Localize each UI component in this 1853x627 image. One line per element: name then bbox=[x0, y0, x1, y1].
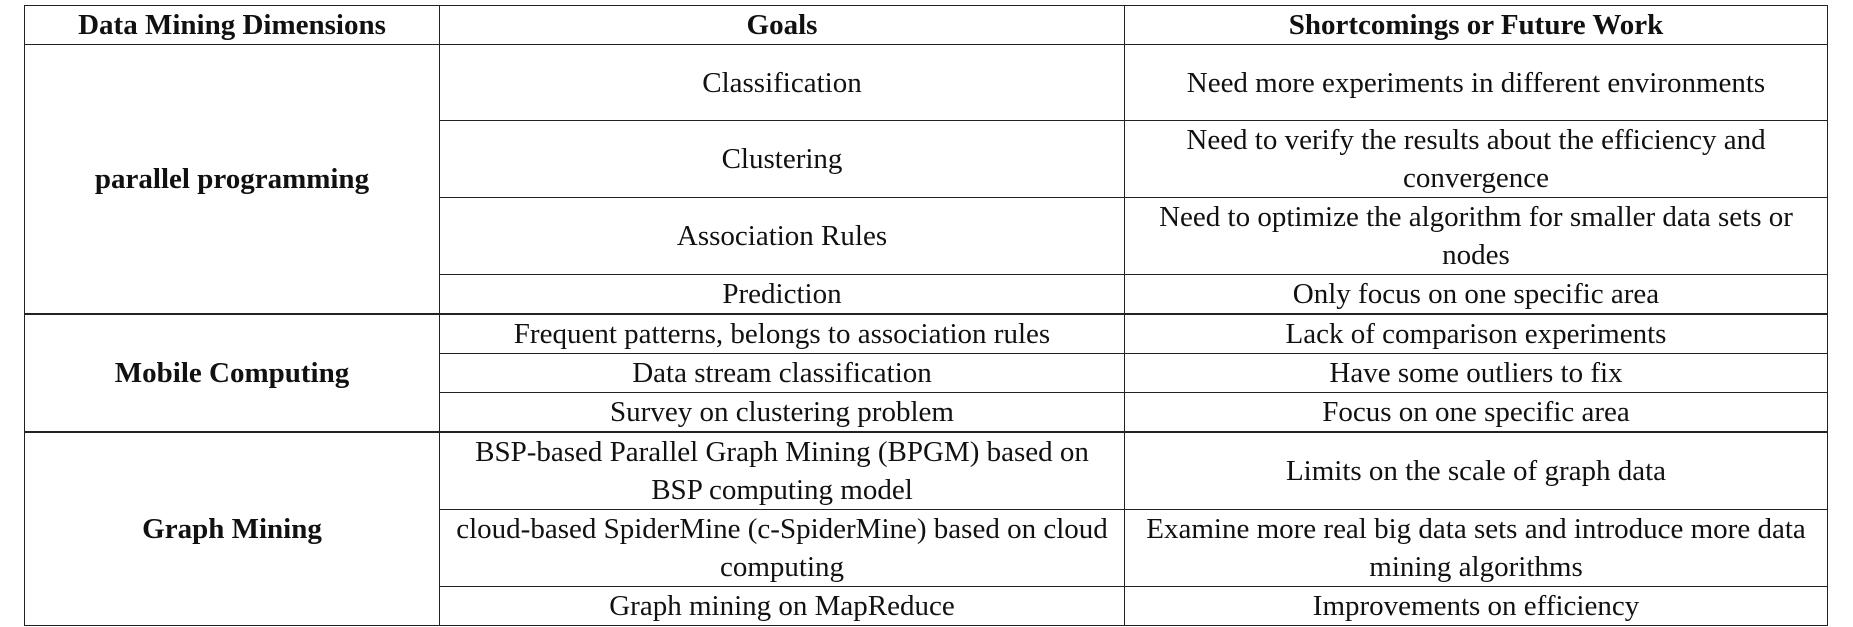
dimension-cell: Mobile Computing bbox=[25, 314, 440, 432]
table-row bbox=[25, 45, 1828, 121]
shortcoming-cell: Examine more real big data sets and introduce more data mining algorithms bbox=[1125, 510, 1828, 587]
header-goals: Goals bbox=[440, 6, 1125, 45]
shortcoming-cell: Improvements on efficiency bbox=[1125, 587, 1828, 626]
header-shortcomings: Shortcomings or Future Work bbox=[1125, 6, 1828, 45]
shortcoming-cell: Need to verify the results about the efficiency and convergence bbox=[1125, 121, 1828, 198]
shortcoming-cell: Lack of comparison experiments bbox=[1125, 314, 1828, 354]
goal-cell: Prediction bbox=[440, 275, 1125, 315]
table-row bbox=[25, 314, 1828, 354]
shortcoming-cell: Need more experiments in different environments bbox=[1125, 45, 1828, 121]
shortcoming-cell: Limits on the scale of graph data bbox=[1125, 432, 1828, 510]
header-row bbox=[25, 6, 1828, 45]
goal-cell: Frequent patterns, belongs to association rules bbox=[440, 314, 1125, 354]
header-dimensions: Data Mining Dimensions bbox=[25, 6, 440, 45]
goal-cell: BSP-based Parallel Graph Mining (BPGM) based on BSP computing model bbox=[440, 432, 1125, 510]
shortcoming-cell: Have some outliers to fix bbox=[1125, 354, 1828, 393]
shortcoming-cell: Focus on one specific area bbox=[1125, 393, 1828, 433]
goal-cell: Clustering bbox=[440, 121, 1125, 198]
table-row bbox=[25, 432, 1828, 510]
shortcoming-cell: Need to optimize the algorithm for smaller data sets or nodes bbox=[1125, 198, 1828, 275]
goal-cell: Survey on clustering problem bbox=[440, 393, 1125, 433]
data-mining-table bbox=[24, 5, 1828, 626]
goal-cell: Classification bbox=[440, 45, 1125, 121]
goal-cell: Association Rules bbox=[440, 198, 1125, 275]
goal-cell: cloud-based SpiderMine (c-SpiderMine) based on cloud computing bbox=[440, 510, 1125, 587]
dimension-cell: Graph Mining bbox=[25, 432, 440, 626]
shortcoming-cell: Only focus on one specific area bbox=[1125, 275, 1828, 315]
goal-cell: Graph mining on MapReduce bbox=[440, 587, 1125, 626]
dimension-cell: parallel programming bbox=[25, 45, 440, 315]
goal-cell: Data stream classification bbox=[440, 354, 1125, 393]
